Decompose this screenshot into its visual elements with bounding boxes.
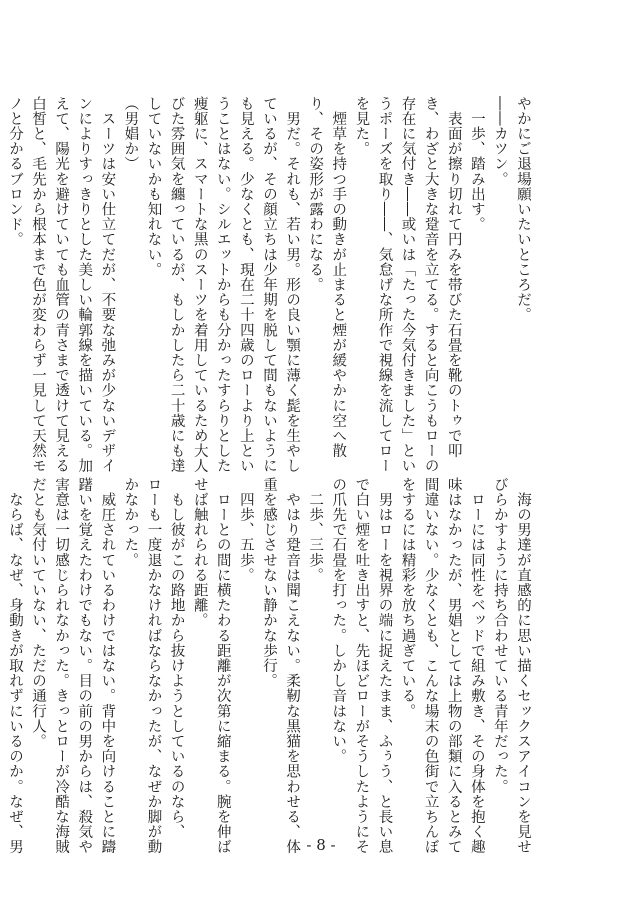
text-line: り、その姿形が露わになる。: [307, 96, 324, 293]
lower-text-block: [6, 477, 534, 855]
text-line: ンによりすっきりとした美しい輪郭線を描いている。加: [76, 96, 93, 474]
text-line: ローも一度退かなければならなかったが、なぜか脚が動: [145, 477, 162, 855]
text-line: うポーズを取り――、気怠げな所作で視線を流してロー: [376, 96, 393, 474]
text-line: ローには同性をベッドで組み敷き、その身体を抱く趣: [468, 477, 485, 855]
text-line: ――カツン。: [491, 96, 508, 187]
text-line: やはり跫音は聞こえない。柔靭な黒猫を思わせる、体: [284, 477, 301, 855]
text-line: ているが、その顔立ちは少年期を脱して間もないように: [260, 96, 277, 474]
text-line: うことはない。シルエットからも分かったすらりとした: [214, 96, 231, 474]
text-line: だとも気付いていない、ただの通行人。: [30, 477, 47, 749]
text-line: き、わざと大きな跫音を立てる。すると向こうもローの: [422, 96, 439, 474]
text-line: で白い煙を吐き出すと、先ほどローがそうしたようにそ: [353, 477, 370, 855]
text-line: えて、陽光を避けていても血管の青さまで透けて見える: [53, 96, 70, 474]
text-line: を見た。: [353, 96, 370, 157]
text-line: （男娼か）: [122, 96, 139, 172]
text-line: 存在に気付き――或いは「たった今気付きました」とい: [399, 96, 416, 474]
text-line: ならば、なぜ、身動きが取れずにいるのか。なぜ、男: [6, 477, 23, 855]
text-line: 煙草を持つ手の動きが止まると煙が緩やかに空へ散: [330, 96, 347, 459]
text-line: をするには精彩を放ち過ぎている。: [399, 477, 416, 719]
text-line: 害意は一切感じられなかった。きっとローが冷酷な海賊: [53, 477, 70, 855]
text-line: やかにご退場願いたいところだ。: [515, 96, 531, 323]
text-line: 白皙と、毛先から根本まで色が変わらず一見して天然モ: [30, 96, 47, 474]
upper-text-block: [6, 96, 534, 474]
text-line: 男はローを視界の端に捉えたまま、ふぅう、と長い息: [376, 477, 393, 855]
text-line: スーツは安い仕立てだが、不要な弛みが少ないデザイ: [99, 96, 116, 474]
text-line: 四歩、五歩。: [237, 477, 254, 583]
text-line: 痩躯に、スマートな黒のスーツを着用しているため大人: [191, 96, 208, 474]
text-line: も見える。少なくとも、現在二十四歳のローより上とい: [237, 96, 254, 474]
text-line: もし彼がこの路地から抜けようとしているのなら、: [168, 477, 185, 840]
text-line: 味はなかったが、男娼としては上物の部類に入るとみて: [445, 477, 462, 855]
text-line: の爪先で石畳を打った。しかし音はない。: [330, 477, 347, 764]
text-line: びらかすように持ち合わせている青年だった。: [491, 477, 508, 795]
text-line: 一歩、踏み出す。: [468, 96, 485, 232]
text-line: 間違いない。少なくとも、こんな場末の色街で立ちんぼ: [422, 477, 439, 855]
text-line: 海の男達が直感的に思い描くセックスアイコンを見せ: [515, 477, 531, 855]
text-line: びた雰囲気を纏っているが、もしかしたら二十歳にも達: [168, 96, 185, 474]
text-line: 威圧されているわけではない。背中を向けることに躊: [99, 477, 116, 855]
page-number: - 8 -: [306, 836, 336, 854]
text-line: ローとの間に横たわる距離が次第に縮まる。腕を伸ば: [214, 477, 231, 855]
text-line: 躇いを覚えたわけでもない。目の前の男からは、殺気や: [76, 477, 93, 855]
text-line: せば触れられる距離。: [191, 477, 208, 628]
text-line: 重を感じさせない静かな歩行。: [260, 477, 277, 689]
text-line: 男だ。それも、若い男。形の良い顎に薄く髭を生やし: [284, 96, 301, 474]
text-line: 表面が擦り切れて円みを帯びた石畳を靴のトゥで叩: [445, 96, 462, 459]
text-line: ノと分かるブロンド。: [6, 96, 23, 247]
text-line: していないかも知れない。: [145, 96, 162, 278]
text-line: 二歩、三歩。: [307, 477, 324, 583]
text-line: かなかった。: [122, 477, 139, 568]
